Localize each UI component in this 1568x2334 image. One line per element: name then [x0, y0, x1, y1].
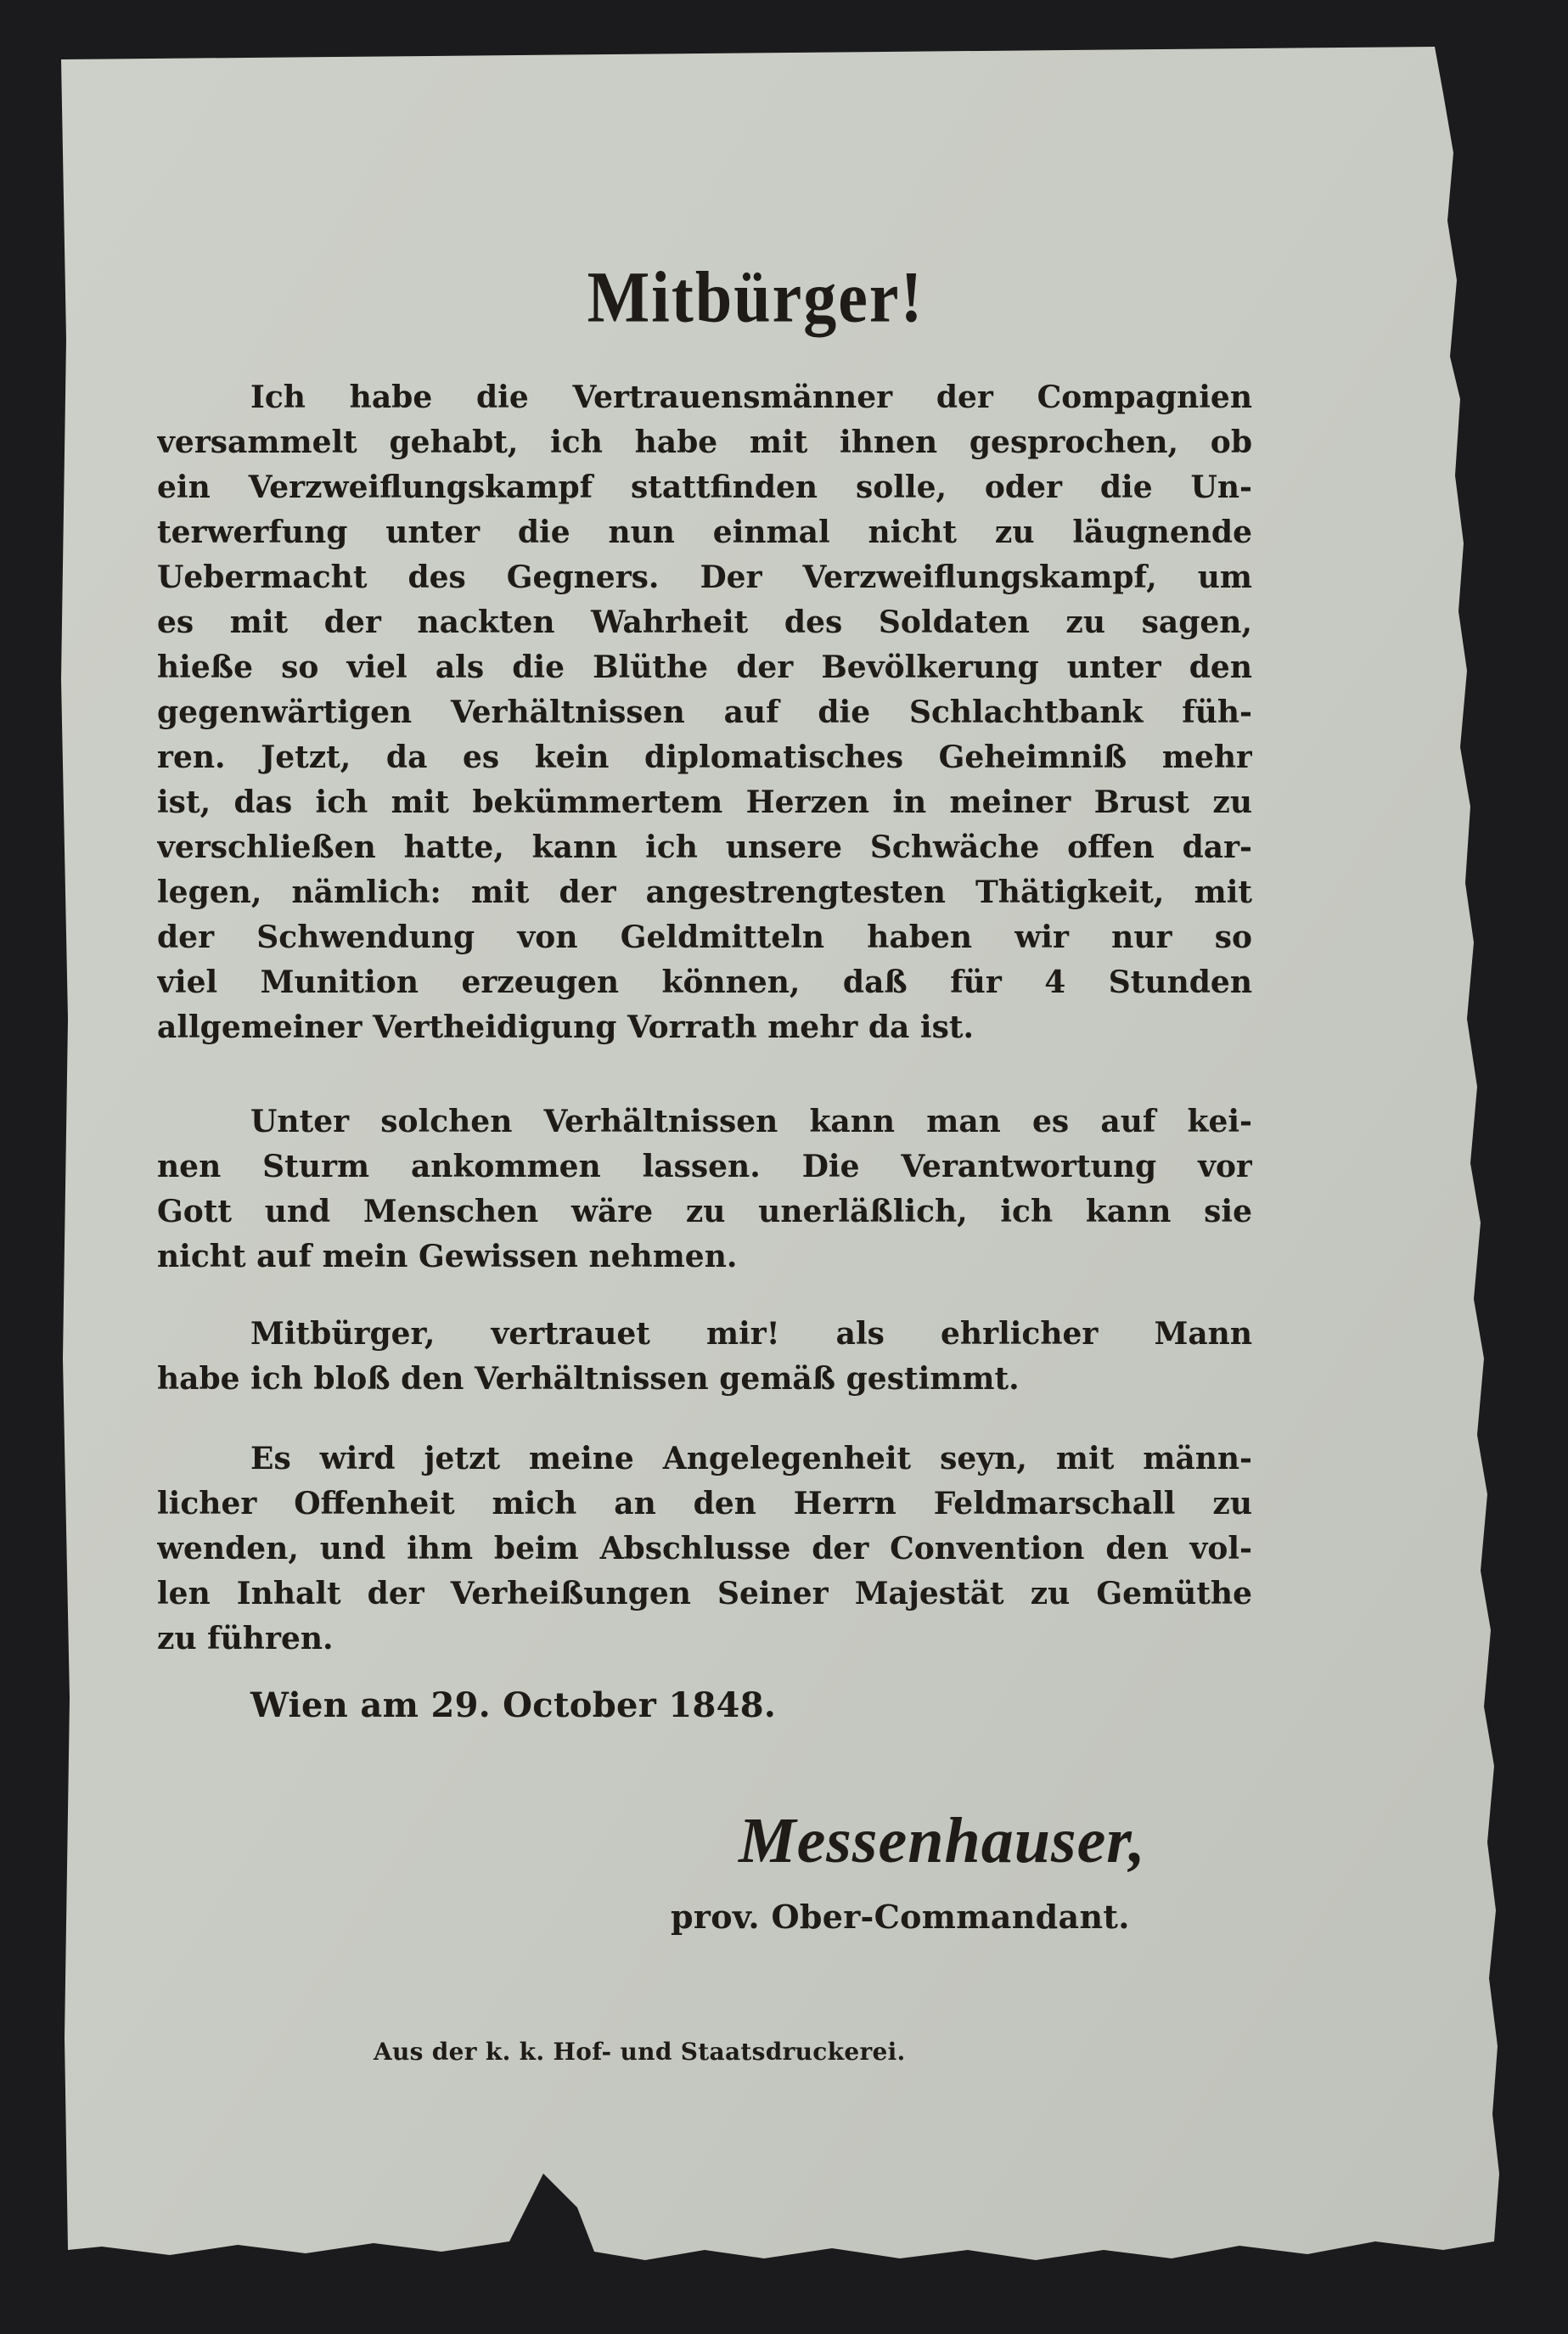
- text-line: ist, das ich mit bekümmertem Herzen in meiner Brust zu: [157, 785, 1252, 820]
- text-line: nen Sturm ankommen lassen. Die Verantwortung vor: [157, 1149, 1252, 1184]
- signature: Messenhauser,: [739, 1805, 1146, 1876]
- text-line: der Schwendung von Geldmitteln haben wir nur so: [157, 920, 1252, 955]
- proclamation-sheet: [59, 47, 1452, 2288]
- date-line: Wien am 29. October 1848.: [250, 1685, 777, 1725]
- paragraph-1: [157, 375, 1252, 1050]
- text-line: len Inhalt der Verheißungen Seiner Majestät zu Gemüthe: [157, 1576, 1252, 1611]
- signatory-rank: prov. Ober-Commandant.: [671, 1898, 1130, 1936]
- text-line: licher Offenheit mich an den Herrn Feldmarschall zu: [157, 1486, 1252, 1521]
- text-line: versammelt gehabt, ich habe mit ihnen gesprochen, ob: [157, 425, 1252, 460]
- text-line: habe ich bloß den Verhältnissen gemäß gestimmt.: [157, 1361, 1020, 1397]
- text-line: hieße so viel als die Blüthe der Bevölkerung unter den: [157, 650, 1252, 685]
- text-line: verschließen hatte, kann ich unsere Schwäche offen dar-: [157, 830, 1252, 865]
- text-line: Ich habe die Vertrauensmänner der Compagnien: [250, 380, 1252, 415]
- text-line: legen, nämlich: mit der angestrengtesten Thätigkeit, mit: [157, 875, 1252, 910]
- text-line: ein Verzweiflungskampf stattfinden solle, oder die Un-: [157, 470, 1252, 505]
- proclamation-title: Mitbürger!: [587, 256, 925, 338]
- text-line: zu führen.: [157, 1621, 334, 1656]
- text-line: Uebermacht des Gegners. Der Verzweiflungskampf, um: [157, 560, 1252, 595]
- text-line: Gott und Menschen wäre zu unerläßlich, ich kann sie: [157, 1194, 1252, 1229]
- text-line: wenden, und ihm beim Abschlusse der Convention den vol-: [157, 1531, 1252, 1566]
- printer-imprint: Aus der k. k. Hof- und Staatsdruckerei.: [374, 2038, 906, 2066]
- text-line: Es wird jetzt meine Angelegenheit seyn, mit männ-: [250, 1441, 1252, 1476]
- text-line: Mitbürger, vertrauet mir! als ehrlicher Mann: [250, 1316, 1252, 1352]
- text-line: gegenwärtigen Verhältnissen auf die Schlachtbank füh-: [157, 695, 1252, 730]
- text-line: allgemeiner Vertheidigung Vorrath mehr da ist.: [157, 1010, 974, 1045]
- text-line: ren. Jetzt, da es kein diplomatisches Geheimniß mehr: [157, 740, 1252, 775]
- text-line: Unter solchen Verhältnissen kann man es auf kei-: [250, 1104, 1252, 1139]
- paragraph-2: [157, 1100, 1252, 1279]
- paragraph-3: [157, 1312, 1252, 1402]
- text-line: viel Munition erzeugen können, daß für 4 Stunden: [157, 965, 1252, 1000]
- text-line: terwerfung unter die nun einmal nicht zu läugnende: [157, 515, 1252, 550]
- text-line: es mit der nackten Wahrheit des Soldaten zu sagen,: [157, 605, 1252, 640]
- paragraph-4: [157, 1437, 1252, 1662]
- text-line: nicht auf mein Gewissen nehmen.: [157, 1239, 738, 1274]
